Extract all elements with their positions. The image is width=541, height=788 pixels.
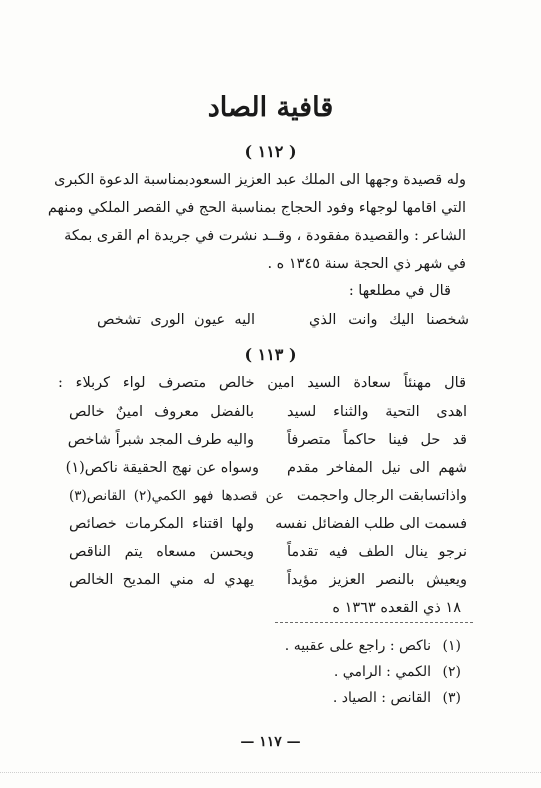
footnote-number: (٣) xyxy=(442,690,461,706)
opening-intro: قال في مطلعها : xyxy=(348,283,451,299)
verse-couplet xyxy=(69,516,467,540)
verse-first-half: ويعيش بالنصر العزيز مؤيداً xyxy=(287,572,467,588)
paragraph-line: التي اقامها لوجهاء وفود الحجاج بمناسبة الحج في القصر الملكي ومنهم xyxy=(47,200,466,216)
footnote-number: (٢) xyxy=(442,664,461,680)
footnote xyxy=(333,690,461,706)
verse-couplet xyxy=(97,312,469,336)
verse-couplet xyxy=(69,488,467,512)
footnote-number: (١) xyxy=(442,638,461,654)
verse-second-half: ولها اقتناء المكرمات خصائص xyxy=(69,516,254,532)
poem-intro: قال مهنئاً سعادة السيد امين خالص متصرف لواء كربلاء : xyxy=(58,375,466,391)
section-number-112: ( ١١٢ ) xyxy=(244,142,297,161)
page-title: قافية الصاد xyxy=(207,92,334,123)
verse-first-half: واذاتسابقت الرجال واحجمت xyxy=(296,488,467,504)
section-number-113: ( ١١٣ ) xyxy=(244,345,297,364)
footnote-text: ناكص : راجع على عقبيه . xyxy=(284,638,431,654)
verse-couplet xyxy=(69,404,467,428)
verse-second-half: يهدي له مني المديح الخالص xyxy=(69,572,254,588)
page-edge-mark xyxy=(0,772,541,773)
footnote xyxy=(285,638,461,654)
verse-second-half: ويحسن مسعاه يتم الناقص xyxy=(69,544,254,560)
verse-second-half: عن قصدها فهو الكمي(٢) القانص(٣) xyxy=(69,488,284,504)
poem-date: ١٨ ذي القعده ١٣٦٣ ه xyxy=(332,600,461,616)
verse-second-half: بالفضل معروف امينٌ خالص xyxy=(69,404,254,420)
paragraph-line: وله قصيدة وجهها الى الملك عبد العزيز السعودبمناسبة الدعوة الكبرى xyxy=(54,172,466,188)
paragraph-line: في شهر ذي الحجة سنة ١٣٤٥ ه . xyxy=(267,256,466,272)
footnote-text: الكمي : الرامي . xyxy=(333,664,431,680)
verse-couplet xyxy=(69,432,467,456)
verse-couplet xyxy=(65,460,467,484)
page-number: — ١١٧ — xyxy=(240,734,301,750)
footnote-separator xyxy=(275,622,473,623)
verse-second-half: واليه طرف المجد شبراً شاخص xyxy=(67,432,254,448)
verse-first-half: فسمت الى طلب الفضائل نفسه xyxy=(275,516,467,532)
verse-first-half: شهم الى نيل المفاخر مقدم xyxy=(287,460,467,476)
verse-second-half: وسواه عن نهج الحقيقة ناكص(١) xyxy=(65,460,259,476)
verse-first-half: اهدى التحية والثناء لسيد xyxy=(287,404,467,420)
verse-couplet xyxy=(69,572,467,596)
verse-first-half: قد حل فينا حاكماً متصرفاً xyxy=(287,432,467,448)
verse-second-half: اليه عيون الورى تشخص xyxy=(97,312,255,328)
verse-first-half: شخصنا اليك وانت الذي xyxy=(309,312,469,328)
footnote xyxy=(334,664,461,680)
verse-first-half: نرجو ينال الطف فيه تقدماً xyxy=(287,544,467,560)
paragraph-line: الشاعر : والقصيدة مفقودة ، وقــد نشرت في جريدة ام القرى بمكة xyxy=(64,228,466,244)
footnote-text: القانص : الصياد . xyxy=(332,690,431,706)
verse-couplet xyxy=(69,544,467,568)
